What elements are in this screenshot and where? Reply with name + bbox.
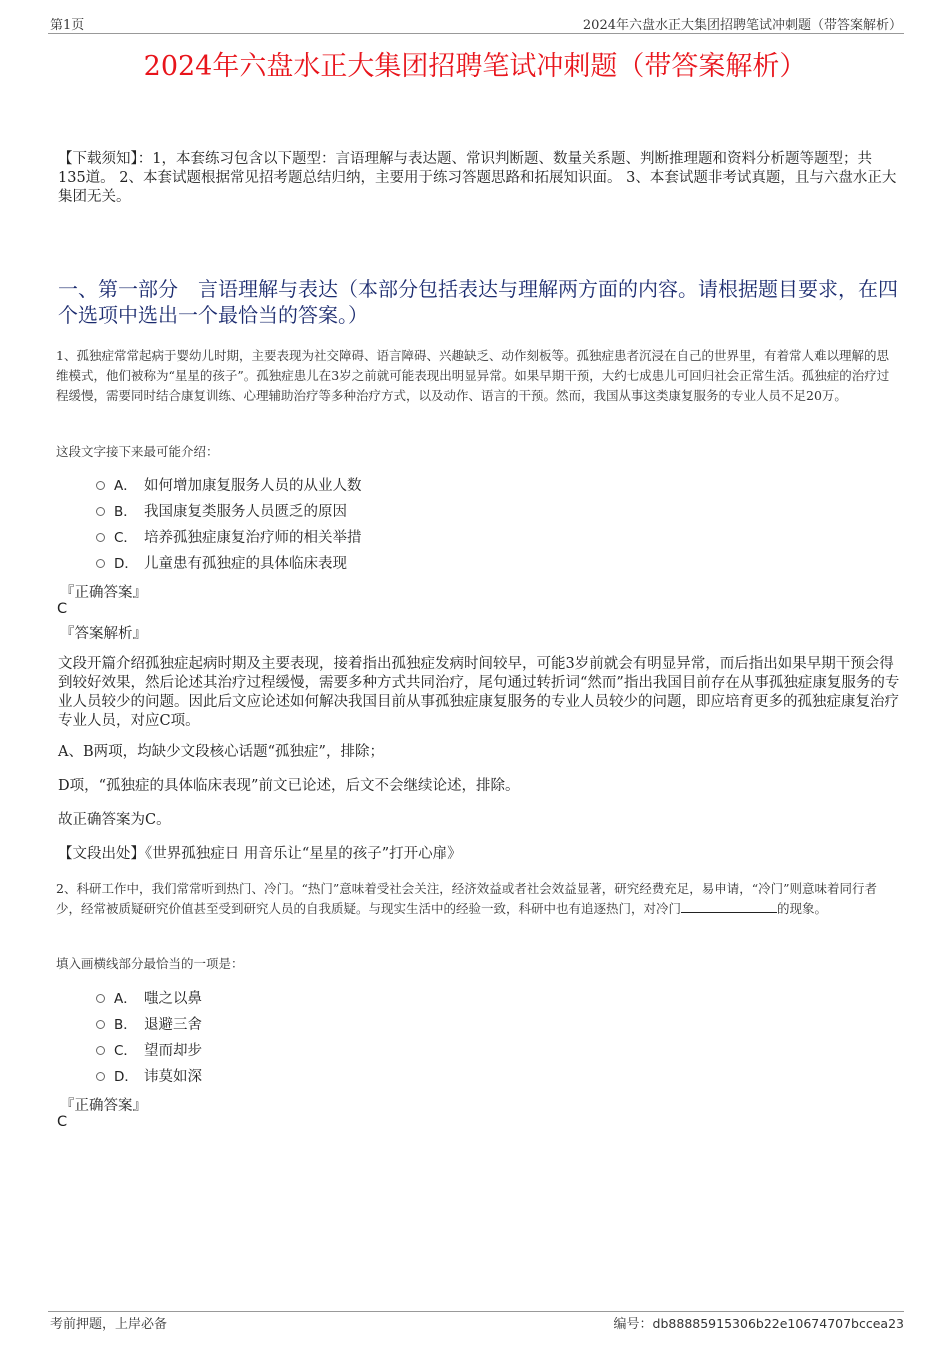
option-text: 我国康复类服务人员匮乏的原因 (144, 504, 347, 520)
radio-icon[interactable] (96, 507, 105, 516)
option-text: 讳莫如深 (144, 1069, 202, 1085)
question-2-option-a[interactable] (96, 989, 202, 1009)
question-2-option-b[interactable] (96, 1015, 202, 1035)
section-heading: 一、第一部分 言语理解与表达（本部分包括表达与理解两方面的内容。请根据题目要求，在四个选项中选出一个最恰当的答案。） (58, 277, 898, 327)
analysis-paragraph: 文段开篇介绍孤独症起病时期及主要表现，接着指出孤独症发病时间较早，可能3岁前就会有明显异常，而后指出如果早期干预会得到较好效果，然后论述其治疗过程缓慢，需要多种方式共同治疗，尾句通过转折词“然而”指出我国目前存在从事孤独症康复服务的专业人员较少的问题。因此后文应论述如何解决我国目前从事孤独症康复服务的专业人员较少的问题，即应培育更多的孤独症康复治疗专业人员，对应C项。 (58, 656, 900, 729)
question-1-option-b[interactable] (96, 502, 347, 522)
radio-icon[interactable] (96, 481, 105, 490)
fill-blank (681, 900, 777, 913)
option-text: 望而却步 (144, 1043, 202, 1059)
radio-icon[interactable] (96, 559, 105, 568)
option-letter: D． (114, 1069, 138, 1085)
correct-answer: C (57, 1114, 68, 1130)
radio-icon[interactable] (96, 1046, 105, 1055)
correct-answer-label: 『正确答案』 (60, 585, 147, 601)
footer-document-id (614, 1313, 904, 1332)
question-1-text: 1、孤独症常常起病于婴幼儿时期，主要表现为社交障碍、语言障碍、兴趣缺乏、动作刻板等。孤独症患者沉浸在自己的世界里，有着常人难以理解的思维模式，他们被称为“星星的孩子”。孤独症患儿在3岁之前就可能表现出明显异常。如果早期干预，大约七成患儿可回归社会正常生活。孤独症的治疗过程缓慢，需要同时结合康复训练、心理辅助治疗等多种治疗方式，以及动作、语言的干预。然而，我国从事这类康复服务的专业人员不足20万。 (56, 348, 890, 403)
option-letter: A． (114, 478, 137, 494)
header-page-number: 第1页 (50, 18, 85, 33)
option-text: 如何增加康复服务人员的从业人数 (144, 478, 362, 494)
question-1-option-a[interactable] (96, 476, 362, 496)
question-2-prompt: 填入画横线部分最恰当的一项是： (56, 956, 244, 971)
option-letter: A． (114, 991, 137, 1007)
radio-icon[interactable] (96, 994, 105, 1003)
download-notice: 【下载须知】：1，本套练习包含以下题型：言语理解与表达题、常识判断题、数量关系题、判断推理题和资料分析题等题型；共135道。 2、本套试题根据常见招考题总结归纳，主要用于练习答题思路和拓展知识面。 3、本套试题非考试真题，且与六盘水正大集团无关。 (58, 151, 897, 205)
footer-code-label: 编号： (613, 1317, 653, 1332)
question-2-text-after: 的现象。 (777, 901, 828, 916)
header-divider (48, 33, 904, 34)
analysis-conclusion: 故正确答案为C。 (58, 812, 171, 828)
correct-answer: C (57, 601, 68, 617)
question-2-option-d[interactable] (96, 1067, 202, 1087)
option-letter: B． (114, 504, 137, 520)
correct-answer-label: 『正确答案』 (60, 1098, 147, 1114)
answer-analysis-label: 『答案解析』 (60, 626, 147, 642)
question-2-text (56, 879, 901, 919)
footer-slogan: 考前押题，上岸必备 (50, 1317, 168, 1332)
question-2-option-c[interactable] (96, 1041, 202, 1061)
question-1-option-c[interactable] (96, 528, 362, 548)
analysis-option-ab: A、B两项，均缺少文段核心话题“孤独症”，排除； (58, 744, 384, 760)
footer-code: db88885915306b22e10674707bccea23 (652, 1316, 904, 1331)
radio-icon[interactable] (96, 533, 105, 542)
question-1-option-d[interactable] (96, 554, 347, 574)
page-title: 2024年六盘水正大集团招聘笔试冲刺题（带答案解析） (143, 51, 807, 82)
option-letter: D． (114, 556, 138, 572)
option-text: 儿童患有孤独症的具体临床表现 (144, 556, 347, 572)
radio-icon[interactable] (96, 1020, 105, 1029)
option-letter: C． (114, 1043, 137, 1059)
option-text: 培养孤独症康复治疗师的相关举措 (144, 530, 362, 546)
radio-icon[interactable] (96, 1072, 105, 1081)
option-letter: C． (114, 530, 137, 546)
option-letter: B． (114, 1017, 137, 1033)
question-1-prompt: 这段文字接下来最可能介绍： (56, 444, 219, 459)
option-text: 退避三舍 (144, 1017, 202, 1033)
footer-divider (48, 1311, 904, 1312)
analysis-source: 【文段出处】《世界孤独症日 用音乐让“星星的孩子”打开心扉》 (58, 846, 462, 862)
option-text: 嗤之以鼻 (144, 991, 202, 1007)
analysis-option-d: D项，“孤独症的具体临床表现”前文已论述，后文不会继续论述，排除。 (58, 778, 520, 794)
question-2-text-before: 2、科研工作中，我们常常听到热门、冷门。“热门”意味着受社会关注，经济效益或者社会效益显著，研究经费充足，易申请，“冷门”则意味着同行者少，经常被质疑研究价值甚至受到研究人员的自我质疑。与现实生活中的经验一致，科研中也有追逐热门，对冷门 (56, 881, 878, 916)
header-doc-title: 2024年六盘水正大集团招聘笔试冲刺题（带答案解析） (582, 18, 902, 33)
